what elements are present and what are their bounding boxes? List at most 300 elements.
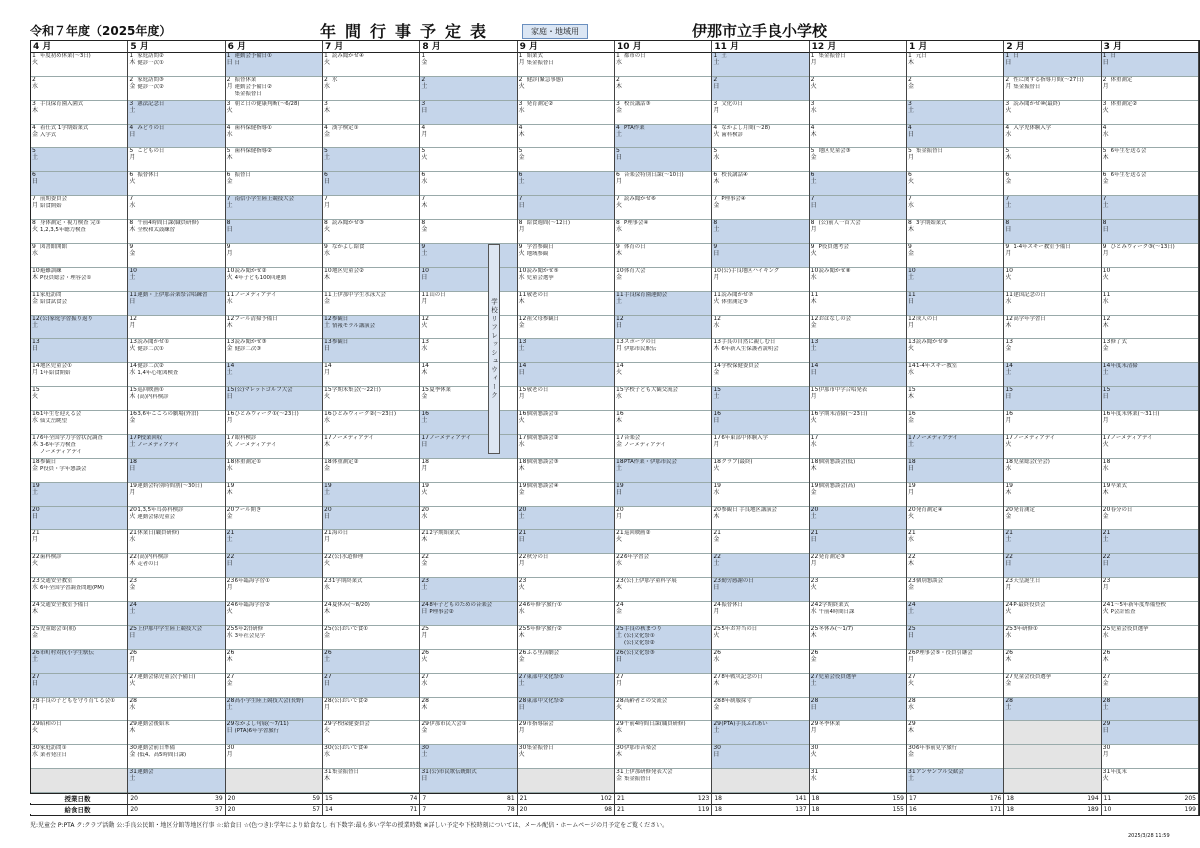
- weekday-label: 月: [518, 59, 525, 66]
- day-cell: [907, 769, 1003, 793]
- day-cell: [1102, 363, 1198, 387]
- event-text: 運動会予備日②: [234, 83, 272, 90]
- day-number: 11: [129, 291, 137, 298]
- event-text: 日: [1013, 53, 1019, 59]
- weekday-label: 水: [226, 130, 233, 138]
- weekday-label: 日: [421, 775, 428, 783]
- event-text: プール開き: [234, 506, 262, 513]
- day-number: 3: [518, 100, 523, 107]
- weekday-label: 土: [226, 536, 233, 544]
- day-number: 24: [616, 602, 624, 609]
- weekday-label: 火: [518, 417, 525, 425]
- day-cell: [907, 387, 1003, 411]
- day-number: 7: [810, 196, 815, 203]
- weekday-label: 火: [129, 178, 136, 186]
- class-days-label: 授業日数: [30, 794, 125, 803]
- weekday-label: 月: [713, 608, 720, 616]
- day-cell: [907, 745, 1003, 769]
- weekday-label: 水: [226, 297, 233, 305]
- day-number: 4: [1102, 124, 1107, 131]
- day-cell: [712, 721, 808, 745]
- event-text: (公)上伊那学童科学展: [624, 578, 677, 585]
- day-cell: [518, 435, 614, 459]
- weekday-label: 日: [616, 488, 623, 496]
- day-cell: [810, 626, 906, 650]
- day-number: 19: [226, 482, 235, 489]
- day-number: 5: [32, 148, 36, 155]
- weekday-label: 水: [713, 321, 720, 329]
- day-number: 15: [129, 387, 137, 394]
- day-number: 17: [324, 434, 332, 441]
- weekday-label: 日: [810, 202, 817, 210]
- day-number: 14: [518, 363, 527, 370]
- day-cell: [31, 674, 127, 698]
- weekday-label: 木: [518, 297, 525, 305]
- weekday-label: 火: [324, 727, 331, 735]
- event-text: 健診一次②: [137, 83, 164, 90]
- weekday-label: 木: [1102, 321, 1109, 329]
- day-number: 1: [324, 53, 328, 59]
- weekday-label: 木: [908, 727, 915, 735]
- weekday-label: 火: [713, 464, 720, 472]
- day-number: 11: [32, 291, 40, 298]
- weekday-label: 火: [1005, 440, 1012, 448]
- day-cell: [810, 602, 906, 626]
- day-number: 7: [32, 196, 36, 203]
- weekday-label: 土: [1005, 536, 1012, 544]
- month-header: 10 月: [615, 41, 712, 53]
- weekday-label: 金: [908, 249, 915, 257]
- day-number: 6: [421, 172, 426, 179]
- day-cell: [323, 77, 419, 101]
- day-number: 9: [226, 243, 231, 250]
- weekday-label: 水: [1102, 297, 1109, 305]
- day-number: 8: [129, 220, 134, 227]
- weekday-label: 水: [1102, 130, 1109, 138]
- day-cell: [226, 602, 322, 626]
- day-cell: [1004, 602, 1100, 626]
- day-number: 24: [1005, 602, 1013, 609]
- day-cell: [907, 602, 1003, 626]
- weekday-label: 金: [1005, 178, 1012, 186]
- day-number: 20: [32, 506, 40, 513]
- event-text: 1,2,3,5年聴力検査: [40, 227, 86, 234]
- day-number: 10: [518, 267, 527, 274]
- day-cell: [907, 244, 1003, 268]
- event-text: ノーメディアデイ: [624, 441, 666, 448]
- day-cell: [1004, 578, 1100, 602]
- event-text: なかよし給食: [332, 243, 365, 250]
- weekday-label: 水: [324, 584, 331, 592]
- weekday-label: 金: [421, 59, 428, 66]
- day-cell: [712, 674, 808, 698]
- weekday-label: 金: [713, 703, 720, 711]
- event-text: (高)内科検診: [137, 554, 169, 561]
- day-number: 2: [616, 76, 620, 83]
- day-cell: [323, 602, 419, 626]
- weekday-label: 金: [616, 608, 623, 616]
- event-text: 始業式: [526, 53, 543, 59]
- weekday-label: 日: [1005, 226, 1012, 234]
- day-number: 18: [1005, 458, 1013, 465]
- weekday-label: 日: [908, 631, 915, 639]
- day-number: 3: [1102, 100, 1107, 107]
- day-cell: [907, 411, 1003, 435]
- day-cell: [420, 387, 516, 411]
- day-cell: [907, 650, 1003, 674]
- day-number: 14: [129, 363, 137, 370]
- day-cell: [810, 53, 906, 77]
- event-text: 読み聞かせ⑨: [916, 339, 948, 346]
- weekday-label: 水: [1005, 631, 1012, 639]
- day-number: 3: [810, 100, 815, 107]
- day-number: 16: [421, 411, 429, 418]
- weekday-label: 土: [616, 464, 623, 472]
- day-number: 29: [810, 721, 819, 728]
- weekday-label: 木: [32, 273, 39, 281]
- day-cell: [518, 244, 614, 268]
- event-text: 運動会特別時間割(～30日): [137, 482, 203, 489]
- weekday-label: 土: [226, 369, 233, 377]
- day-number: 27: [810, 673, 819, 680]
- weekday-label: 日: [713, 82, 720, 90]
- event-text: 3,6年こころの劇場(外泊): [137, 411, 199, 418]
- day-number: 25: [713, 625, 721, 632]
- day-cell: [518, 507, 614, 531]
- event-text: 家庭訪問①: [40, 745, 67, 752]
- weekday-label: 火: [616, 202, 623, 210]
- weekday-label: 月: [518, 226, 525, 234]
- event-text: (PTA)手良ふれあい: [721, 721, 768, 728]
- day-number: 1: [1102, 53, 1107, 59]
- event-text: 学期末集会(～22日): [332, 387, 381, 394]
- event-text: ノーメディアデイ: [916, 434, 958, 441]
- day-cell: [907, 721, 1003, 745]
- day-number: 10: [226, 267, 235, 274]
- weekday-label: 水: [616, 393, 623, 401]
- weekday-label: 金: [32, 464, 39, 472]
- weekday-label: 火: [1102, 106, 1109, 114]
- weekday-label: 木: [518, 464, 525, 472]
- day-cell: [31, 411, 127, 435]
- day-number: 5: [226, 148, 231, 155]
- day-number: 11: [1005, 291, 1013, 298]
- weekday-label: 日: [616, 154, 623, 162]
- day-number: 21: [129, 530, 137, 537]
- event-text: 学校保健委員会: [332, 721, 370, 728]
- weekday-label: 木: [1005, 488, 1012, 496]
- event-text: 6年全国学習調査問題(PM): [40, 585, 105, 592]
- day-number: 31: [129, 769, 137, 776]
- class-days-cell: 15 74: [323, 793, 420, 804]
- weekday-label: 木: [1005, 321, 1012, 329]
- day-cell: [1004, 459, 1100, 483]
- event-text: ひとみウィーク③(～13日): [1110, 243, 1175, 250]
- day-number: 12: [421, 315, 429, 322]
- day-number: 29: [616, 721, 624, 728]
- day-number: 8: [421, 220, 426, 227]
- day-cell: [1102, 721, 1198, 745]
- event-text: 5年修学旅行②: [526, 625, 562, 632]
- day-cell: [1004, 363, 1100, 387]
- weekday-label: 水: [908, 369, 915, 377]
- event-text: P役員・学年懇談会: [40, 465, 87, 472]
- weekday-label: 木: [616, 82, 623, 90]
- day-number: 21: [226, 530, 235, 537]
- day-cell: [907, 220, 1003, 244]
- day-number: 15: [226, 387, 235, 394]
- day-number: 25: [1005, 625, 1013, 632]
- event-text: 個別懇談会(高): [818, 482, 856, 489]
- day-cell: [615, 387, 711, 411]
- event-text: 体重測定: [1110, 76, 1133, 83]
- weekday-label: 日: [810, 703, 817, 711]
- day-number: 14: [810, 363, 819, 370]
- weekday-label: 金: [421, 226, 428, 234]
- day-number: 15: [518, 387, 527, 394]
- weekday-label: 日: [32, 512, 39, 520]
- day-number: 20: [226, 506, 235, 513]
- day-number: 17: [908, 434, 916, 441]
- event-text: P理事会②: [429, 609, 454, 616]
- day-cell: [31, 507, 127, 531]
- day-cell: [518, 554, 614, 578]
- weekday-label: 月: [616, 512, 623, 520]
- event-text: 図書館開館: [40, 243, 67, 250]
- day-number: 11: [713, 291, 721, 298]
- day-cell: [907, 626, 1003, 650]
- day-number: 25: [421, 625, 429, 632]
- event-text: 運動会予備日①: [234, 53, 272, 59]
- day-number: 7: [713, 196, 718, 203]
- event-text: 高齢者との交流会: [624, 697, 668, 704]
- weekday-label: 火: [908, 512, 915, 520]
- day-cell: [226, 578, 322, 602]
- class-days-cell: 18 194: [1004, 793, 1101, 804]
- day-number: 5: [713, 148, 718, 155]
- event-text: 参観日: [332, 339, 349, 346]
- day-number: 2: [1005, 76, 1010, 83]
- weekday-label: 木: [421, 536, 428, 544]
- day-number: 11: [421, 291, 429, 298]
- event-text: 2学期始業式: [429, 530, 460, 537]
- event-text: 給食開始: [40, 203, 62, 210]
- day-cell: [128, 602, 224, 626]
- day-cell: [323, 530, 419, 554]
- weekday-label: 金: [324, 631, 331, 639]
- weekday-label: 金: [129, 584, 136, 592]
- day-cell: [1004, 196, 1100, 220]
- day-cell: [615, 507, 711, 531]
- day-cell: [226, 769, 322, 793]
- day-number: 9: [421, 243, 426, 250]
- day-number: 22: [226, 554, 235, 561]
- day-cell: [518, 148, 614, 172]
- event-text: 校長講話③: [624, 100, 651, 107]
- day-number: 24: [713, 602, 721, 609]
- weekday-label: 土: [129, 775, 136, 783]
- day-cell: [226, 172, 322, 196]
- day-cell: [810, 554, 906, 578]
- day-number: 22: [421, 554, 429, 561]
- day-number: 13: [1005, 339, 1013, 346]
- day-number: 26: [908, 649, 916, 656]
- day-cell: [323, 101, 419, 125]
- day-cell: [1102, 172, 1198, 196]
- event-text: 体重測定③: [721, 298, 748, 305]
- day-number: 8: [616, 220, 620, 227]
- weekday-label: 土: [129, 440, 136, 448]
- event-text: 全校和太鼓練習: [137, 227, 176, 234]
- event-text: ノーメディアデイ: [137, 441, 180, 448]
- day-cell: [226, 125, 322, 149]
- day-number: 19: [908, 482, 916, 489]
- weekday-label: 水: [810, 775, 817, 783]
- weekday-label: 月: [713, 440, 720, 448]
- day-number: 6: [810, 172, 815, 179]
- day-number: 25: [226, 625, 235, 632]
- weekday-label: 日: [713, 584, 720, 592]
- event-text: 運動会前日準備: [137, 745, 176, 752]
- day-number: 16: [129, 411, 137, 418]
- day-number: 28: [421, 697, 429, 704]
- weekday-label: 木: [129, 59, 136, 66]
- day-number: 10: [616, 267, 624, 274]
- day-cell: [226, 387, 322, 411]
- day-cell: [128, 339, 224, 363]
- weekday-label: 水: [518, 273, 525, 281]
- weekday-label: 土: [713, 59, 720, 66]
- day-number: 19: [616, 482, 624, 489]
- event-text: 上伊那中学生水泳大会: [332, 291, 386, 298]
- weekday-label: 月: [810, 560, 817, 568]
- print-timestamp: 2025/3/28 11:59: [1128, 833, 1170, 839]
- day-number: 18: [324, 458, 332, 465]
- event-text: 個別懇談会②: [526, 434, 559, 441]
- day-cell: [907, 101, 1003, 125]
- day-cell: [1004, 674, 1100, 698]
- event-text: 家庭訪問: [40, 291, 62, 298]
- day-cell: [420, 626, 516, 650]
- weekday-label: 日: [324, 512, 331, 520]
- day-cell: [1004, 53, 1100, 77]
- day-cell: [1004, 411, 1100, 435]
- weekday-label: 木: [324, 273, 331, 281]
- event-text: 6年学習会: [624, 554, 649, 561]
- weekday-label: 水: [324, 751, 331, 759]
- event-text: 発育測定: [1013, 506, 1035, 513]
- day-number: 17: [810, 434, 819, 441]
- event-text: 集金振替日: [818, 53, 846, 59]
- day-cell: [518, 698, 614, 722]
- weekday-label: 木: [713, 679, 720, 687]
- day-number: 11: [518, 291, 527, 298]
- day-number: 16: [810, 411, 819, 418]
- day-number: 13: [713, 339, 721, 346]
- day-number: 1: [518, 53, 523, 59]
- day-cell: [226, 148, 322, 172]
- day-cell: [907, 172, 1003, 196]
- event-text: P理事会④: [624, 220, 649, 227]
- weekday-label: 土: [713, 226, 720, 234]
- day-cell: [1004, 387, 1100, 411]
- class-days-cell: 18 141: [712, 793, 809, 804]
- event-text: ノーメディアデイ: [234, 441, 277, 448]
- weekday-label: 水: [713, 655, 720, 663]
- day-cell: [518, 674, 614, 698]
- weekday-label: 土: [32, 655, 39, 663]
- day-cell: [323, 721, 419, 745]
- day-number: 26: [713, 649, 721, 656]
- day-number: 4: [129, 124, 134, 131]
- month-column: [712, 53, 809, 793]
- day-cell: [323, 363, 419, 387]
- event-text: 集金振替日: [526, 745, 554, 752]
- day-cell: [712, 650, 808, 674]
- day-cell: [712, 172, 808, 196]
- weekday-label: 水: [1005, 130, 1012, 138]
- lunch-days-cell: 18 155: [810, 804, 907, 815]
- day-number: 27: [616, 673, 624, 680]
- weekday-label: 日: [518, 703, 525, 711]
- weekday-label: 火: [421, 655, 428, 663]
- day-number: 21: [616, 530, 624, 537]
- weekday-label: 日: [1102, 393, 1109, 401]
- day-number: 27: [518, 673, 527, 680]
- day-number: 5: [1102, 148, 1107, 155]
- event-text: 午前4時間日課(職員研修): [624, 721, 686, 728]
- day-number: 22: [324, 554, 332, 561]
- day-number: 13: [324, 339, 332, 346]
- day-number: 19: [129, 482, 137, 489]
- day-number: 5: [616, 148, 620, 155]
- day-cell: [323, 554, 419, 578]
- event-text: 健診二次②: [137, 363, 164, 370]
- day-number: 2: [1102, 76, 1107, 83]
- day-number: 2: [713, 76, 718, 83]
- day-cell: [712, 626, 808, 650]
- day-cell: [226, 53, 322, 77]
- weekday-label: 金: [226, 679, 233, 687]
- event-text: P-最終役員会: [1013, 602, 1046, 609]
- weekday-label: 日: [421, 106, 428, 114]
- day-cell: [1102, 53, 1198, 77]
- day-number: 22: [1102, 554, 1111, 561]
- event-text: 6年全国学力学習状況調査: [40, 434, 103, 441]
- weekday-label: 水: [421, 345, 428, 353]
- lunch-days-cell: 7 78: [420, 804, 517, 815]
- day-number: 12: [518, 315, 527, 322]
- weekday-label: 月: [32, 202, 39, 210]
- day-number: 6: [324, 172, 328, 179]
- day-cell: [615, 698, 711, 722]
- weekday-label: 水: [713, 154, 720, 162]
- day-number: 11: [1102, 291, 1111, 298]
- day-number: 1: [226, 53, 231, 59]
- event-text: ふる里演劇会: [526, 649, 560, 656]
- weekday-label: 月: [518, 393, 525, 401]
- day-number: 21: [1102, 530, 1111, 537]
- day-cell: [226, 411, 322, 435]
- weekday-label: 水: [616, 727, 623, 735]
- day-number: 6: [226, 172, 231, 179]
- event-text: 夏休み(～8/20): [332, 602, 370, 609]
- day-number: 3: [421, 100, 426, 107]
- event-text: 6年臨海学習②: [234, 602, 270, 609]
- day-number: 4: [518, 124, 523, 131]
- day-cell: [518, 220, 614, 244]
- day-cell: [323, 316, 419, 340]
